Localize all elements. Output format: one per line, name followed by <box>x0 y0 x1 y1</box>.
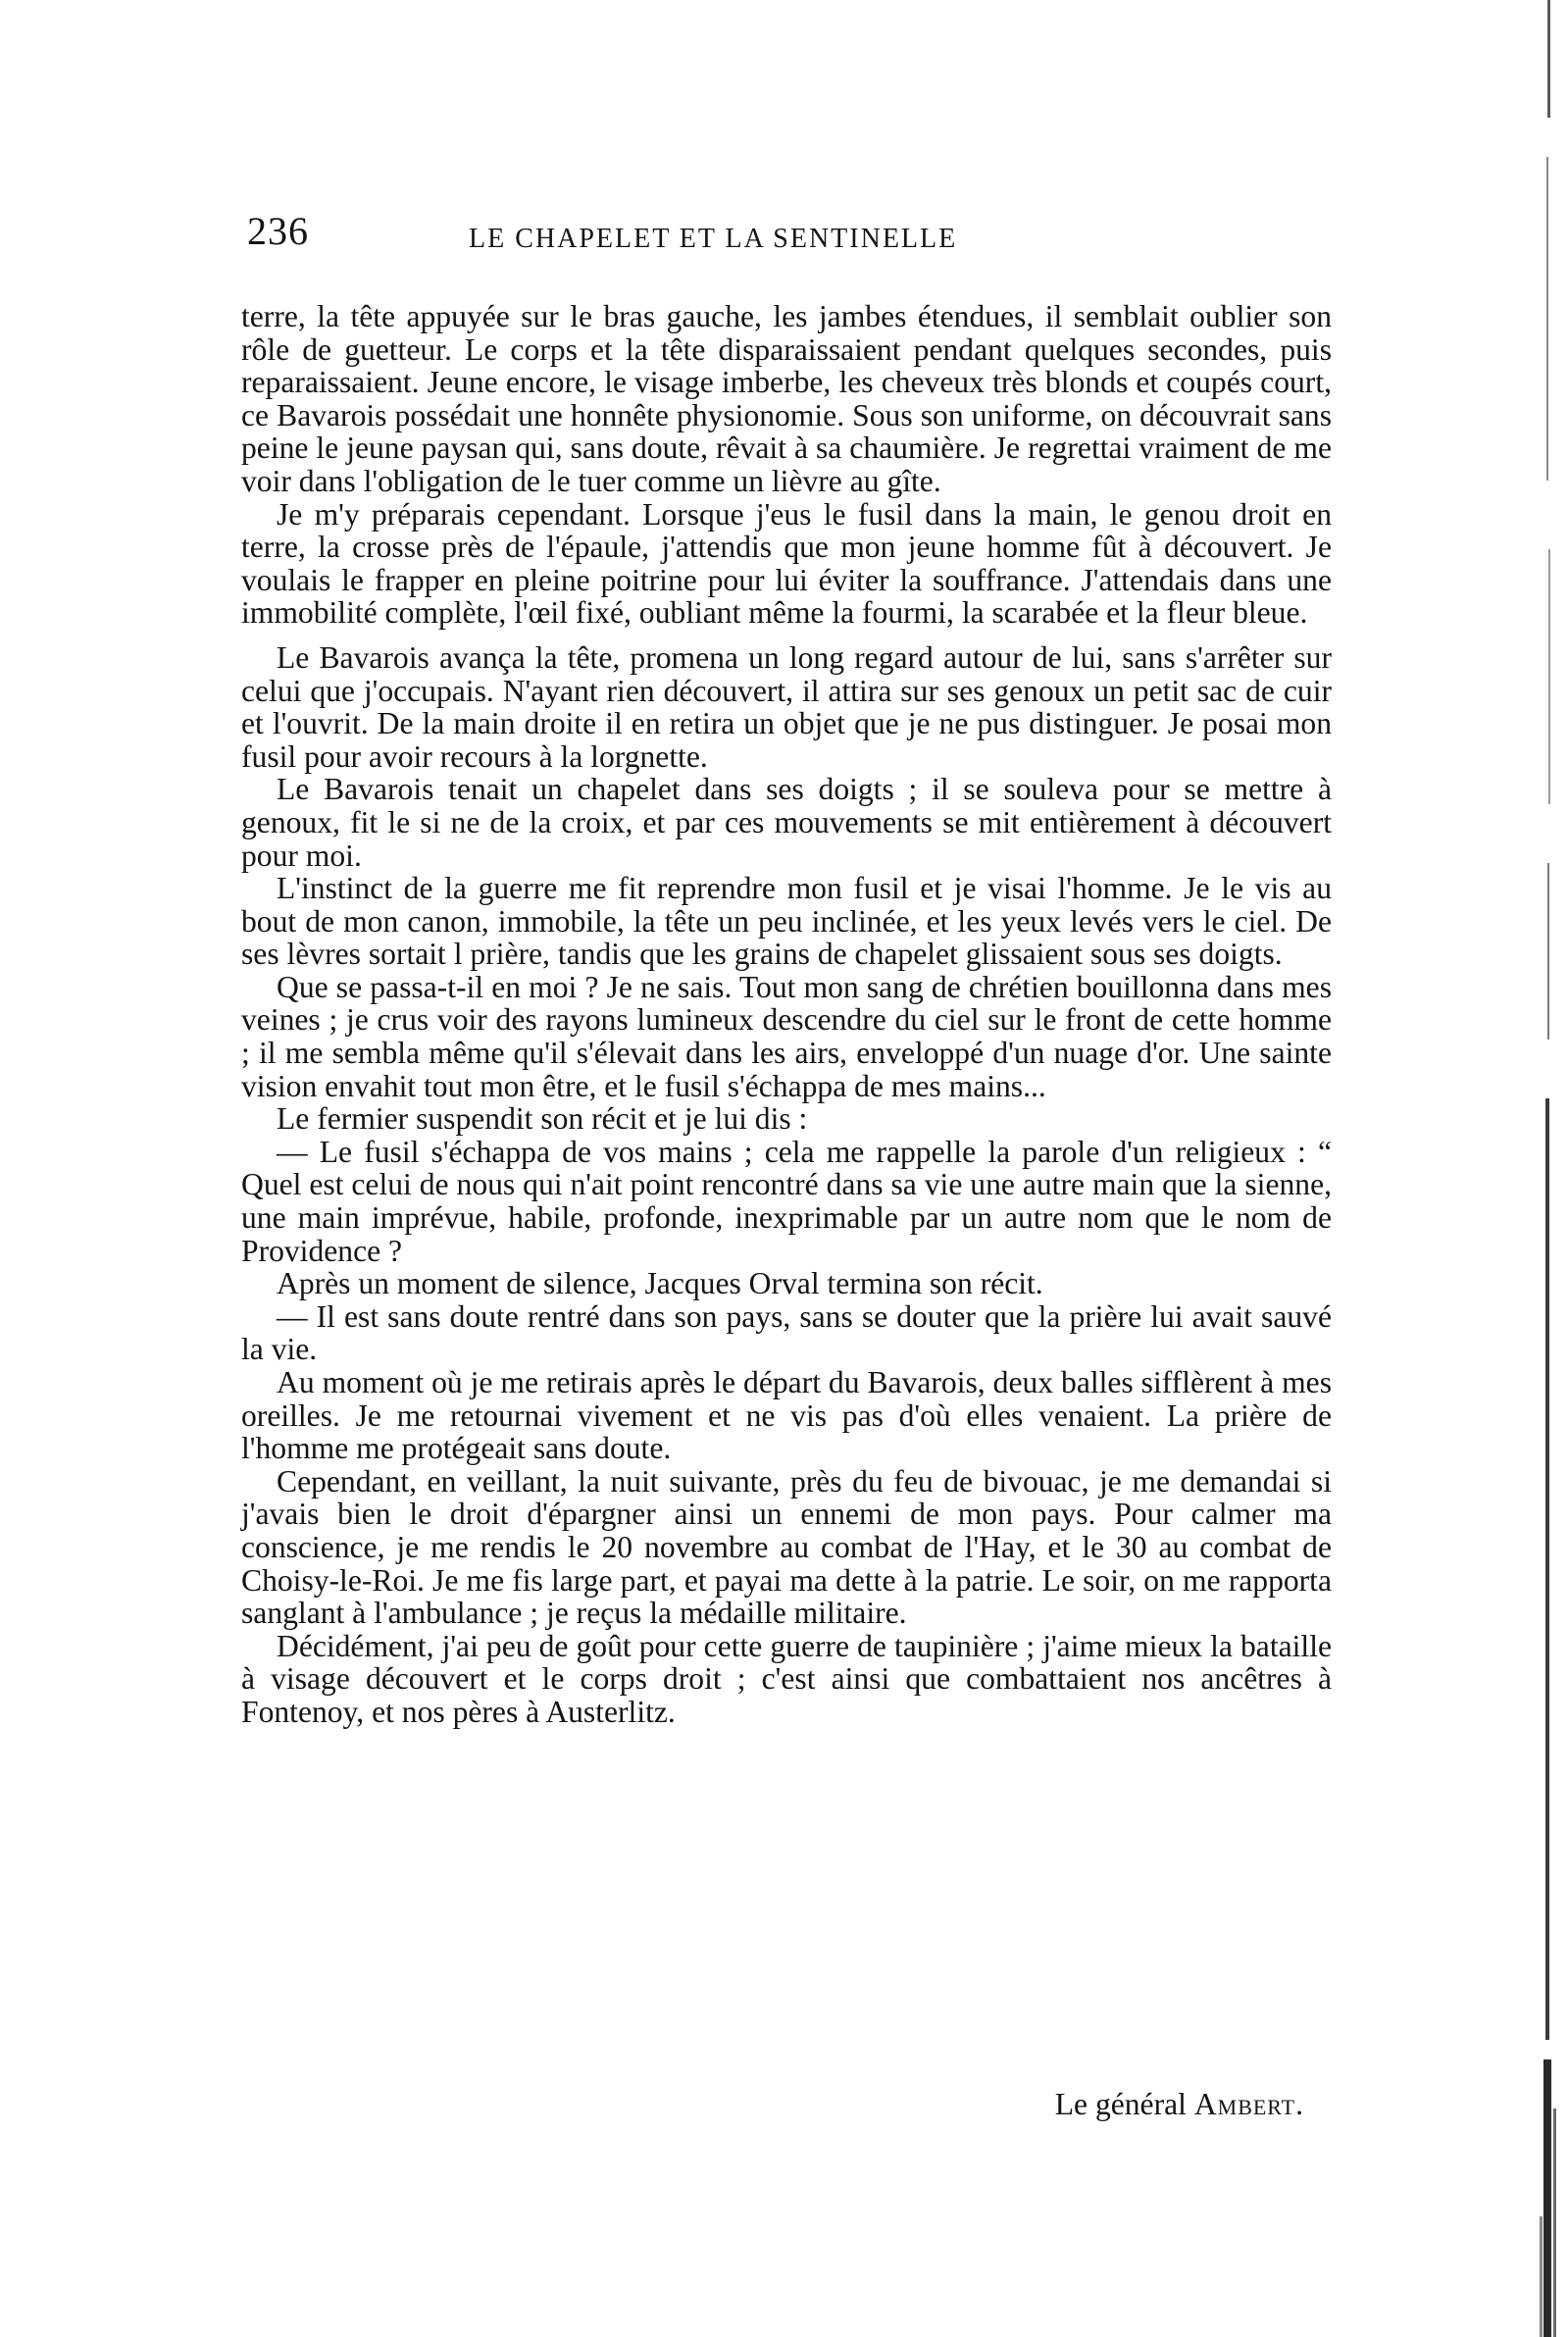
signature-name: Ambert. <box>1193 2087 1304 2121</box>
paragraph: Décidément, j'ai peu de goût pour cette guerre de taupinière ; j'aime mieux la bataille à visage découvert et le corps droit ; c'est ainsi que combattaient nos ancêtres à Fontenoy, et nos pères à Austerlitz. <box>241 1628 1332 1729</box>
paragraph: terre, la tête appuyée sur le bras gauche, les jambes étendues, il semblait oublier son rôle de guetteur. Le corps et la tête disparaissaient pendant quelques secondes, puis reparaissaient. Jeune encore, le visage imberbe, les cheveux très blonds et coupés court, ce Bavarois possédait une honnête physionomie. Sous son uniforme, on découvrait sans peine le jeune paysan qui, sans doute, rêvait à sa chaumière. Je regrettai vraiment de me voir dans l'obligation de le tuer comme un lièvre au gîte. <box>241 299 1332 498</box>
paragraph: Le Bavarois tenait un chapelet dans ses doigts ; il se souleva pour se mettre à genoux, fit le si ne de la croix, et par ces mouvements se mit entièrement à découvert pour moi. <box>241 772 1332 873</box>
paragraph: Que se passa-t-il en moi ? Je ne sais. Tout mon sang de chrétien bouillonna dans mes veines ; je crus voir des rayons lumineux descendre du ciel sur le front de cette homme ; il me sembla même qu'il s'élevait dans les airs, enveloppé d'un nuage d'or. Une sainte vision envahit tout mon être, et le fusil s'échappa de mes mains... <box>241 969 1332 1103</box>
paragraph: Au moment où je me retirais après le départ du Bavarois, deux balles sifflèrent à mes oreilles. Je me retournai vivement et ne vis pas d'où elles venaient. La prière de l'homme me protégeait sans doute. <box>241 1365 1332 1466</box>
paragraph: Après un moment de silence, Jacques Orval termina son récit. <box>277 1266 1043 1301</box>
paragraph: — Le fusil s'échappa de vos mains ; cela me rappelle la parole d'un religieux : “ Quel est celui de nous qui n'ait point rencontré dans sa vie une autre main que la sienne, une main imprévue, habile, profonde, inexprimable par un autre nom que le nom de Providence ? <box>241 1134 1332 1268</box>
paragraph: Cependant, en veillant, la nuit suivante, près du feu de bivouac, je me demandai si j'avais bien le droit d'épargner ainsi un ennemi de mon pays. Pour calmer ma conscience, je me rendis le 20 novembre au combat de l'Hay, et le 30 au combat de Choisy-le-Roi. Je me fis large part, et payai ma dette à la patrie. Le soir, on me rapporta sanglant à l'ambulance ; je reçus la médaille militaire. <box>241 1463 1332 1631</box>
author-signature <box>981 2087 1304 2122</box>
body-text <box>241 300 1332 1729</box>
page-number: 236 <box>247 209 309 253</box>
paragraph: L'instinct de la guerre me fit reprendre mon fusil et je visai l'homme. Je le vis au bout de mon canon, immobile, la tête un peu inclinée, et les yeux levés vers le ciel. De ses lèvres sortait l prière, tandis que les grains de chapelet glissaient sous ses doigts. <box>241 871 1332 972</box>
scan-edge-shadow <box>1530 0 1568 2337</box>
paragraph: Le Bavarois avança la tête, promena un long regard autour de lui, sans s'arrêter sur celui que j'occupais. N'ayant rien découvert, il attira sur ses genoux un petit sac de cuir et l'ouvrit. De la main droite il en retira un objet que je ne pus distinguer. Je posai mon fusil pour avoir recours à la lorgnette. <box>241 639 1332 774</box>
paragraph: Je m'y préparais cependant. Lorsque j'eus le fusil dans la main, le genou droit en terre, la crosse près de l'épaule, j'attendis que mon jeune homme fût à découvert. Je voulais le frapper en pleine poitrine pour lui éviter la souffrance. J'attendais dans une immobilité complète, l'œil fixé, oubliant même la fourmi, la scarabée et la fleur bleue. <box>241 496 1332 631</box>
paragraph: — Il est sans doute rentré dans son pays, sans se douter que la prière lui avait sauvé la vie. <box>241 1298 1332 1367</box>
running-title: LE CHAPELET ET LA SENTINELLE <box>469 224 958 254</box>
paragraph: Le fermier suspendit son récit et je lui dis : <box>277 1101 808 1137</box>
signature-prefix: Le général <box>1054 2087 1187 2121</box>
